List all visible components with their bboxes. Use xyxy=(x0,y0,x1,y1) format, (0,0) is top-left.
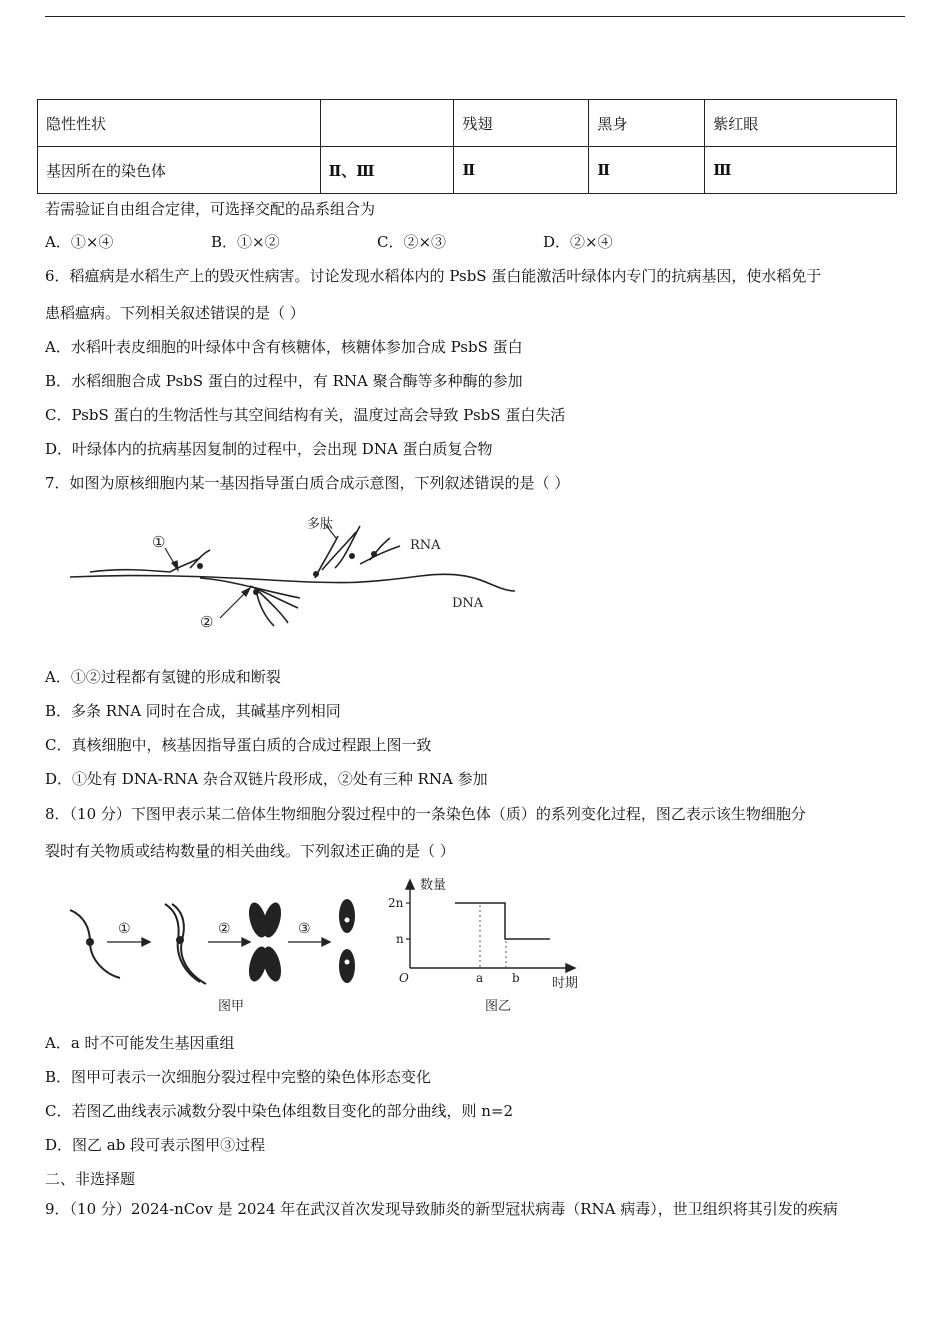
q5-prompt: 若需验证自由组合定律，可选择交配的品系组合为 xyxy=(45,200,376,218)
label-polypeptide: 多肽 xyxy=(307,517,334,532)
table-cell: Ⅲ xyxy=(705,147,897,194)
q8-option-b: B．图甲可表示一次细胞分裂过程中完整的染色体形态变化 xyxy=(45,1068,432,1086)
table-cell: 残翅 xyxy=(454,100,589,147)
q7-option-a: A．①②过程都有氢键的形成和断裂 xyxy=(45,668,281,686)
q7-stem: 7．如图为原核细胞内某一基因指导蛋白质合成示意图，下列叙述错误的是（ ） xyxy=(45,474,570,492)
q5-option-b: B．①×② xyxy=(211,233,280,251)
q8-option-a: A．a 时不可能发生基因重组 xyxy=(45,1034,235,1052)
q8-stem-line2: 裂时有关物质或结构数量的相关曲线。下列叙述正确的是（ ） xyxy=(45,842,455,860)
q6-option-a: A．水稻叶表皮细胞的叶绿体中含有核糖体，核糖体参加合成 PsbS 蛋白 xyxy=(45,338,523,356)
label-dna: DNA xyxy=(452,596,484,611)
q6-option-c: C．PsbS 蛋白的生物活性与其空间结构有关，温度过高会导致 PsbS 蛋白失活 xyxy=(45,406,566,424)
section-heading: 二、非选择题 xyxy=(45,1170,136,1188)
q7-option-c: C．真核细胞中，核基因指导蛋白质的合成过程跟上图一致 xyxy=(45,736,432,754)
table-cell: 黑身 xyxy=(589,100,705,147)
table-cell: Ⅱ xyxy=(454,147,589,194)
label-rna: RNA xyxy=(410,538,441,553)
table-row xyxy=(38,147,897,194)
y-axis-label: 数量 xyxy=(420,878,447,893)
x-axis-label: 时期 xyxy=(552,976,579,991)
y-tick-2n: 2n xyxy=(388,896,404,910)
q5-option-c: C．②×③ xyxy=(377,233,447,251)
q7-option-b: B．多条 RNA 同时在合成，其碱基序列相同 xyxy=(45,702,341,720)
q8-option-c: C．若图乙曲线表示减数分裂中染色体组数目变化的部分曲线，则 n=2 xyxy=(45,1102,514,1120)
table-cell: Ⅱ、Ⅲ xyxy=(320,147,454,194)
q8-stem-line1: 8．（10 分）下图甲表示某二倍体生物细胞分裂过程中的一条染色体（质）的系列变化过程，图乙表示该生物细胞分 xyxy=(45,805,806,823)
step-3: ③ xyxy=(298,921,311,937)
q8-option-d: D．图乙 ab 段可表示图甲③过程 xyxy=(45,1136,266,1154)
step-1: ① xyxy=(118,921,131,937)
header-rule xyxy=(45,16,905,17)
q6-option-d: D．叶绿体内的抗病基因复制的过程中，会出现 DNA 蛋白质复合物 xyxy=(45,440,493,458)
q7-option-d: D．①处有 DNA-RNA 杂合双链片段形成，②处有三种 RNA 参加 xyxy=(45,770,488,788)
figure-b-caption: 图乙 xyxy=(485,999,512,1014)
chromosome-figure-a xyxy=(60,880,380,1020)
origin-label: O xyxy=(399,971,409,985)
table-cell xyxy=(320,100,454,147)
table-cell: Ⅱ xyxy=(589,147,705,194)
x-tick-b: b xyxy=(512,971,520,985)
q5-options xyxy=(45,231,613,252)
trait-table xyxy=(37,99,897,194)
label-2: ② xyxy=(200,613,214,631)
table-cell: 隐性性状 xyxy=(38,100,321,147)
q6-stem-line1: 6．稻瘟病是水稻生产上的毁灭性病害。讨论发现水稻体内的 PsbS 蛋白能激活叶绿体内专门的抗病基因，使水稻免于 xyxy=(45,267,822,285)
table-cell: 紫红眼 xyxy=(705,100,897,147)
y-tick-n: n xyxy=(396,932,404,946)
table-cell: 基因所在的染色体 xyxy=(38,147,321,194)
transcription-translation-figure xyxy=(60,508,530,638)
figure-a-caption: 图甲 xyxy=(218,999,245,1014)
series-line xyxy=(455,903,550,939)
q9-stem-line1: 9．（10 分）2024-nCov 是 2024 年在武汉首次发现导致肺炎的新型冠状病毒（RNA 病毒），世卫组织将其引发的疾病 xyxy=(45,1200,838,1218)
q6-option-b: B．水稻细胞合成 PsbS 蛋白的过程中，有 RNA 聚合酶等多种酶的参加 xyxy=(45,372,523,390)
table-row xyxy=(38,100,897,147)
q6-stem-line2: 患稻瘟病。下列相关叙述错误的是（ ） xyxy=(45,304,305,322)
label-1: ① xyxy=(152,533,166,551)
q5-option-a: A．①×④ xyxy=(45,233,114,251)
q5-option-d: D．②×④ xyxy=(543,233,613,251)
quantity-chart xyxy=(380,872,590,1017)
step-2: ② xyxy=(218,921,231,937)
x-tick-a: a xyxy=(476,971,484,985)
